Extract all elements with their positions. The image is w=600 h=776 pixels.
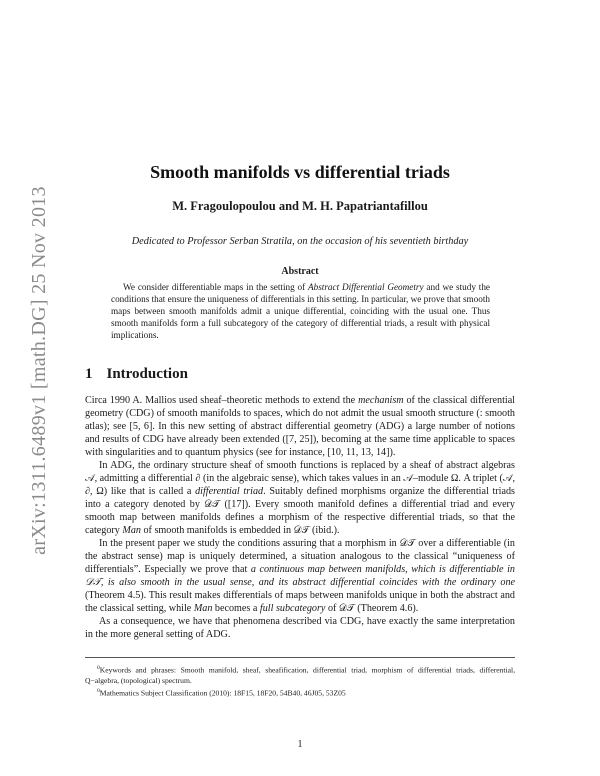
abstract-body [111,282,490,342]
paragraph-4: As a consequence, we have that phenomena described via CDG, have exactly the same interpretation in the more general setting of ADG. [85,616,515,640]
section-title: Introduction [106,366,188,382]
paragraph-2: In ADG, the ordinary structure sheaf of smooth functions is replaced by a sheaf of abstract algebras 𝒜, admitting a differential ∂ (in the algebraic sense), which takes values in an 𝒜–module Ω. A triplet (𝒜, ∂, Ω) like that is called a differential triad. Suitably defined morphisms organize the differential triads into a category denoted by 𝒟𝒯 ([17]). Every smooth manifold defines a differential triad and every smooth map between manifolds defines a morphism of the respective differential triads, so that the category Man of smooth manifolds is embedded in 𝒟𝒯 (ibid.). [85,460,515,536]
footnotes [85,657,515,698]
abstract-paragraph: We consider differentiable maps in the setting of Abstract Differential Geometry and we study the conditions that ensure the uniqueness of differentials in this setting. In particular, we prove that smooth maps between smooth manifolds admit a unique differential, coinciding with the usual one. Thus smooth manifolds form a full subcategory of the category of differential triads, a result with physical implications. [111,282,490,340]
page-number: 1 [297,739,303,750]
paragraph-3: In the present paper we study the conditions assuring that a morphism in 𝒟𝒯 over a differentiable (in the abstract sense) map is uniquely determined, a situation analogous to the classical “uniqueness of differentials”. Especially we prove that a continuous map between manifolds, which is differentiable in 𝒟𝒯, is also smooth in the usual sense, and its abstract differential coincides with the ordinary one (Theorem 4.5). This result makes differentials of maps between manifolds unique in both the abstract and the classical setting, while Man becomes a full subcategory of 𝒟𝒯 (Theorem 4.6). [85,538,515,614]
paper-authors: M. Fragoulopoulou and M. H. Papatriantafillou [172,199,428,213]
introduction-body [85,394,515,641]
section-heading-introduction [85,366,188,383]
arxiv-identifier: arXiv:1311.6489v1 [math.DG] 25 Nov 2013 [27,185,50,555]
footnote-keywords: $^0$Keywords and phrases: Smooth manifold, sheaf, sheafification, differential triad, morphism of differential triads, differential, Q−algebra, (topological) spectrum. [85,665,515,685]
footnote-msc: $^0$Mathematics Subject Classification (2010): 18F15, 18F20, 54B40, 46J05, 53Z05 [97,687,346,698]
paragraph-1: Circa 1990 A. Mallios used sheaf–theoretic methods to extend the mechanism of the classical differential geometry (CDG) of smooth manifolds to spaces, which do not admit the usual smooth structure (: smooth atlas); see [5, 6]. In this new setting of abstract differential geometry (ADG) a large number of notions and results of CDG have already been extended ([7, 25]), becoming at the same time applicable to spaces with singularities and to quantum physics (see for instance, [10, 11, 13, 14]). [85,395,515,458]
paper-title: Smooth manifolds vs differential triads [150,162,450,182]
dedication: Dedicated to Professor Serban Stratila, on the occasion of his seventieth birthday [131,236,469,247]
section-number: 1 [85,366,93,382]
abstract-heading: Abstract [281,266,319,277]
arxiv-sidebar-stamp [22,160,56,580]
